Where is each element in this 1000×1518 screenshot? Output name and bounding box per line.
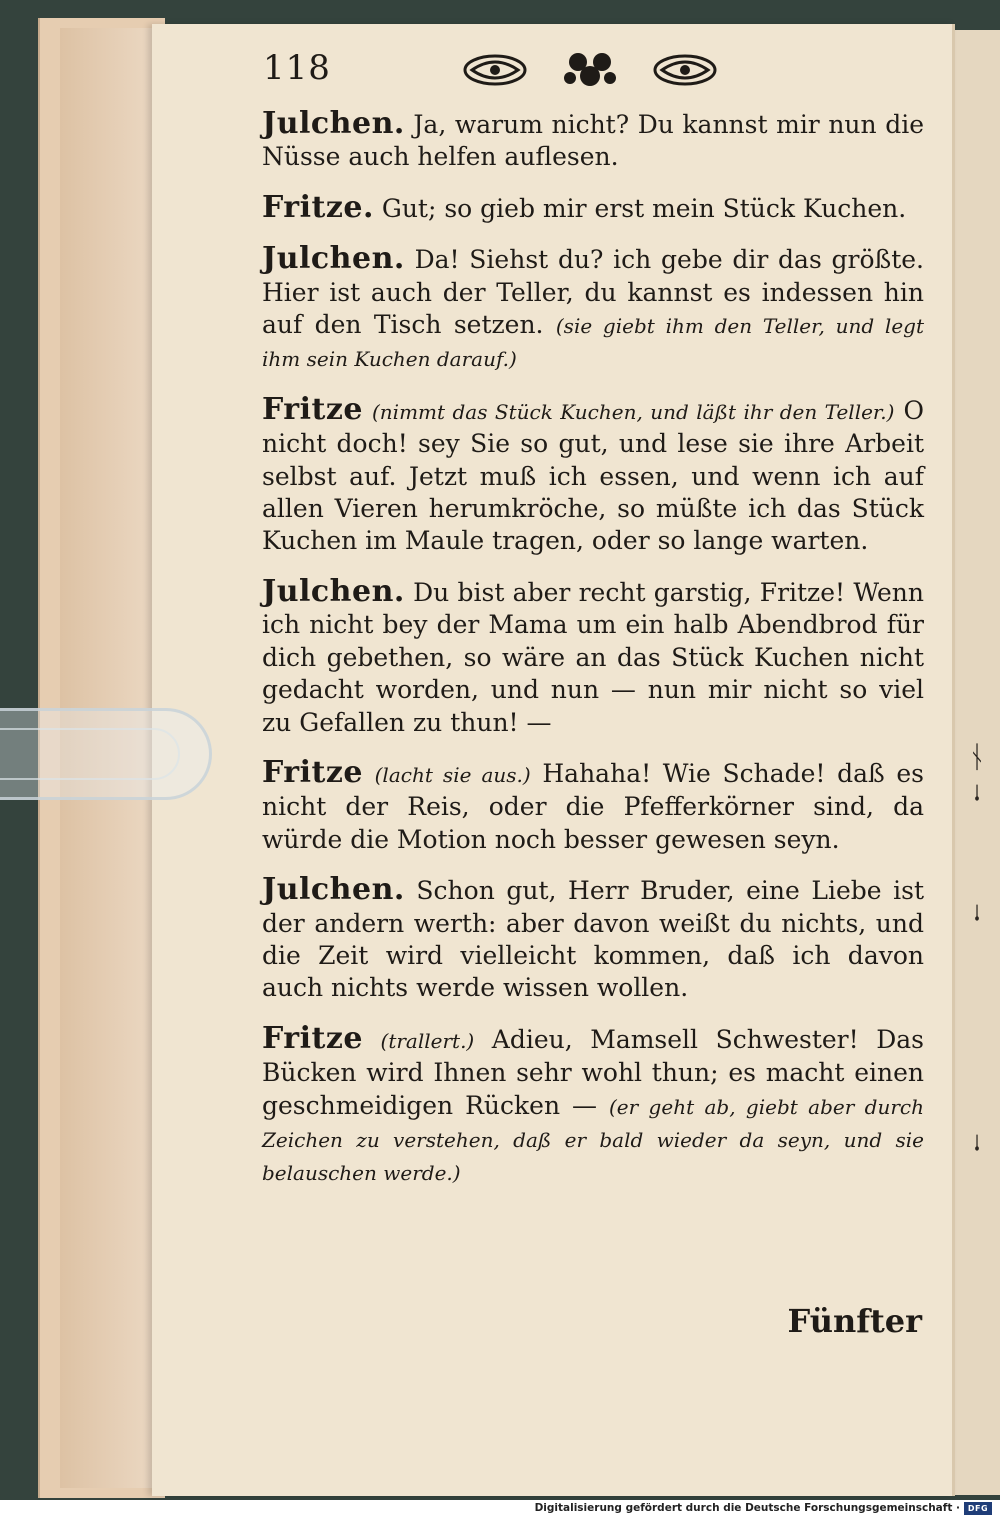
speaker-name: Fritze xyxy=(262,1020,363,1056)
dialogue-paragraph xyxy=(262,243,924,376)
dfg-logo-icon: DFG xyxy=(964,1502,992,1515)
adjacent-page-glyph: ᛍ xyxy=(968,1130,986,1165)
adjacent-page-glyph: ᚾ xyxy=(968,740,986,775)
stage-direction: (sie giebt ihm den Teller, und legt ihm sein Kuchen darauf.) xyxy=(262,314,924,372)
dialogue-text: Gut; so gieb mir erst mein Stück Kuchen. xyxy=(381,193,907,223)
dialogue-paragraph xyxy=(262,573,925,739)
page-clip-inner xyxy=(0,728,180,780)
speaker-name: Julchen. xyxy=(262,573,405,609)
speaker-name: Julchen. xyxy=(262,106,405,141)
adjacent-page-glyph: ᛍ xyxy=(968,780,986,815)
dialogue-paragraph xyxy=(262,189,924,225)
stage-direction: (nimmt das Stück Kuchen, und läßt ihr den Teller.) xyxy=(372,399,895,424)
catchword: Fünfter xyxy=(787,1302,922,1340)
stage-direction: (trallert.) xyxy=(380,1028,475,1053)
dialogue-text: Adieu, Mamsell Schwester! Das Bücken wird Ihnen sehr wohl thun; es macht einen geschmeidigen Rücken — xyxy=(262,1024,924,1120)
dialogue-paragraph xyxy=(262,754,924,856)
dialogue-text: Ja, warum nicht? Du kannst mir nun die Nüsse auch helfen auflesen. xyxy=(262,110,924,172)
dialogue-text: Hahaha! Wie Schade! daß es nicht der Reis, oder die Pfefferkörner sind, da würde die Motion noch besser gewesen seyn. xyxy=(262,758,924,854)
dialogue-paragraph xyxy=(262,108,924,174)
dialogue-text: Da! Siehst du? ich gebe dir das größte. Hier ist auch der Teller, du kannst es indessen hin auf den Tisch setzen. xyxy=(262,245,925,340)
page-number: 118 xyxy=(263,48,331,88)
dialogue-paragraph xyxy=(262,1020,924,1190)
dialogue-paragraph xyxy=(262,391,924,558)
dialogue-text: Du bist aber recht garstig, Fritze! Wenn ich nicht bey der Mama um ein halb Abendbrod für dich gebethen, so wäre an das Stück Kuchen nicht gedacht worden, und nun — nun mir nicht so viel zu Gefallen zu thun! — xyxy=(262,577,925,737)
stage-direction: (lacht sie aus.) xyxy=(374,762,531,787)
dialogue-text: O nicht doch! sey Sie so gut, und lese sie ihre Arbeit selbst auf. Jetzt muß ich essen, und wenn ich auf allen Vieren herumkröche, so müßte ich das Stück Kuchen im Maule tragen, oder so lange warten. xyxy=(262,395,924,556)
dialogue-text: Schon gut, Herr Bruder, eine Liebe ist der andern werth: aber davon weißt du nichts, und die Zeit wird vielleicht kommen, daß ich davon auch nichts werde wissen wollen. xyxy=(262,876,925,1003)
speaker-name: Julchen. xyxy=(262,872,405,908)
header-ornament-icon xyxy=(460,48,720,92)
speaker-name: Julchen. xyxy=(262,241,405,277)
footer-credit: Digitalisierung gefördert durch die Deutsche Forschungsgemeinschaft · xyxy=(534,1502,960,1514)
stage-direction: (er geht ab, giebt aber durch Zeichen zu verstehen, daß er bald wieder da seyn, und sie belauschen werde.) xyxy=(262,1094,924,1186)
speaker-name: Fritze. xyxy=(262,189,374,225)
speaker-name: Fritze xyxy=(262,754,363,790)
speaker-name: Fritze xyxy=(262,391,363,427)
dialogue-paragraph xyxy=(262,874,924,1005)
adjacent-page-glyph: ᛍ xyxy=(968,900,986,935)
main-text xyxy=(262,108,924,1208)
